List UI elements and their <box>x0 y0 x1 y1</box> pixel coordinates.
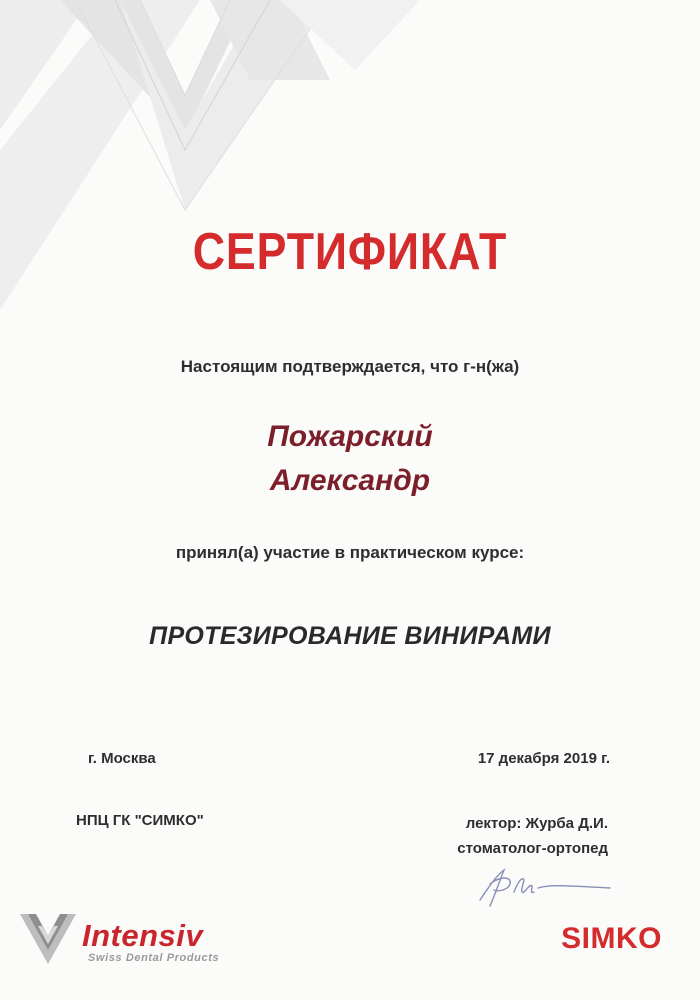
course-title: ПРОТЕЗИРОВАНИЕ ВИНИРАМИ <box>149 622 551 650</box>
organization: НПЦ ГК "СИМКО" <box>76 812 204 829</box>
intensiv-brand: Intensiv <box>82 918 204 953</box>
recipient-given-name: Александр <box>269 464 431 497</box>
lecturer-signature <box>460 862 630 910</box>
simko-logo: SIMKO <box>561 922 662 955</box>
intensiv-chevron-icon <box>16 906 80 966</box>
city: г. Москва <box>88 750 156 767</box>
intensiv-tagline: Swiss Dental Products <box>88 952 220 964</box>
confirmation-text: Настоящим подтверждается, что г-н(жа) <box>180 357 520 376</box>
lecturer-specialty: стоматолог-ортопед <box>457 840 608 857</box>
lecturer: лектор: Журба Д.И. <box>465 815 608 832</box>
certificate-title: СЕРТИФИКАТ <box>192 223 508 281</box>
intensiv-logo <box>16 906 286 976</box>
participation-text: принял(а) участие в практическом курсе: <box>175 543 525 562</box>
recipient-surname: Пожарский <box>267 420 433 453</box>
issue-date: 17 декабря 2019 г. <box>477 750 610 767</box>
